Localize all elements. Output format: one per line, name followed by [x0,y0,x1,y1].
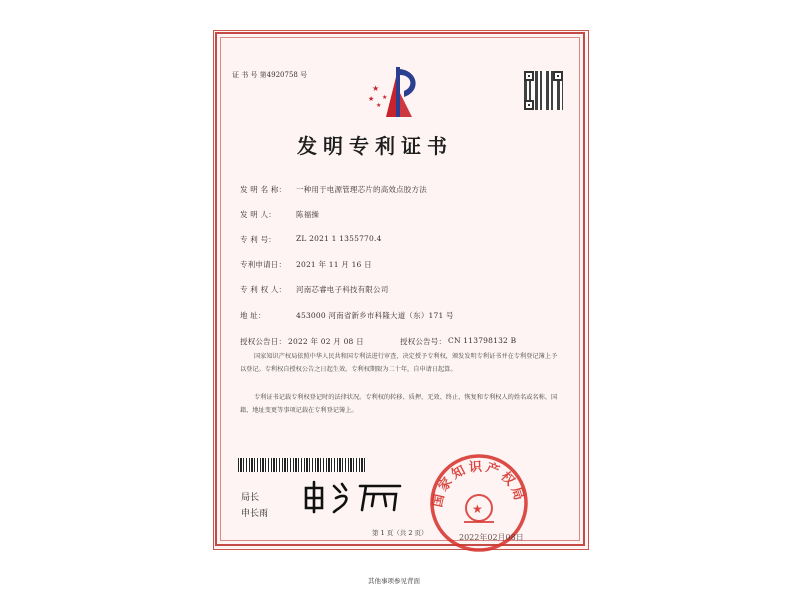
field-value-grant-date: 2022 年 02 月 08 日 [288,337,364,346]
field-label-inventor: 发 明 人： [240,210,276,219]
field-value-grant-number: CN 113798132 B [448,336,517,345]
field-value-patentee: 河南芯睿电子科技有限公司 [296,285,389,294]
official-seal-icon [428,452,530,554]
field-label-grant-date: 授权公告日： [240,337,287,346]
svg-text:★: ★ [372,84,380,93]
svg-text:★: ★ [368,95,375,103]
svg-text:★: ★ [382,94,388,101]
director-signature-icon [300,480,405,514]
director-name: 申长雨 [241,509,269,519]
field-label-patent-number: 专 利 号： [240,235,276,244]
field-value-invention-name: 一种用于电源管理芯片的高效点胶方法 [296,185,427,194]
certificate-number: 证 书 号 第4920758 号 [232,71,308,79]
patent-office-logo-icon [366,63,428,121]
director-title: 局长 [241,493,260,503]
qr-code-icon [524,71,563,110]
page-info: 第 1 页（共 2 页） [372,529,428,537]
field-label-grant-number: 授权公告号： [400,337,447,346]
seal-date: 2022年02月08日 [459,533,524,542]
field-label-address: 地 址： [240,311,266,320]
field-label-invention-name: 发 明 名 称： [240,185,287,194]
footer-note: 其他事项参见背面 [368,577,420,585]
svg-text:★: ★ [376,102,382,109]
statement-paragraph-2: 专利证书记载专利权登记时的法律状况。专利权的转移、质押、无效、终止、恢复和专利权人的姓名或名称、国籍、地址变更等事项记载在专利登记簿上。 [240,394,558,414]
field-value-application-date: 2021 年 11 月 16 日 [296,260,372,269]
statement-paragraph-1: 国家知识产权局依照中华人民共和国专利法进行审查，决定授予专利权，颁发发明专利证书并在专利登记簿上予以登记。专利权自授权公告之日起生效。专利权期限为二十年，自申请日起算。 [240,353,558,373]
field-value-inventor: 陈福操 [296,210,320,219]
field-value-patent-number: ZL 2021 1 1355770.4 [296,234,382,243]
field-label-patentee: 专 利 权 人： [240,285,287,294]
field-label-application-date: 专利申请日： [240,260,287,269]
certificate-title: 发明专利证书 [297,134,453,158]
svg-text:国家知识产权局: 国家知识产权局 [430,459,528,509]
field-value-address: 453000 河南省新乡市科隆大道（东）171 号 [296,311,454,320]
barcode-icon [238,458,366,472]
svg-text:★: ★ [472,502,483,516]
